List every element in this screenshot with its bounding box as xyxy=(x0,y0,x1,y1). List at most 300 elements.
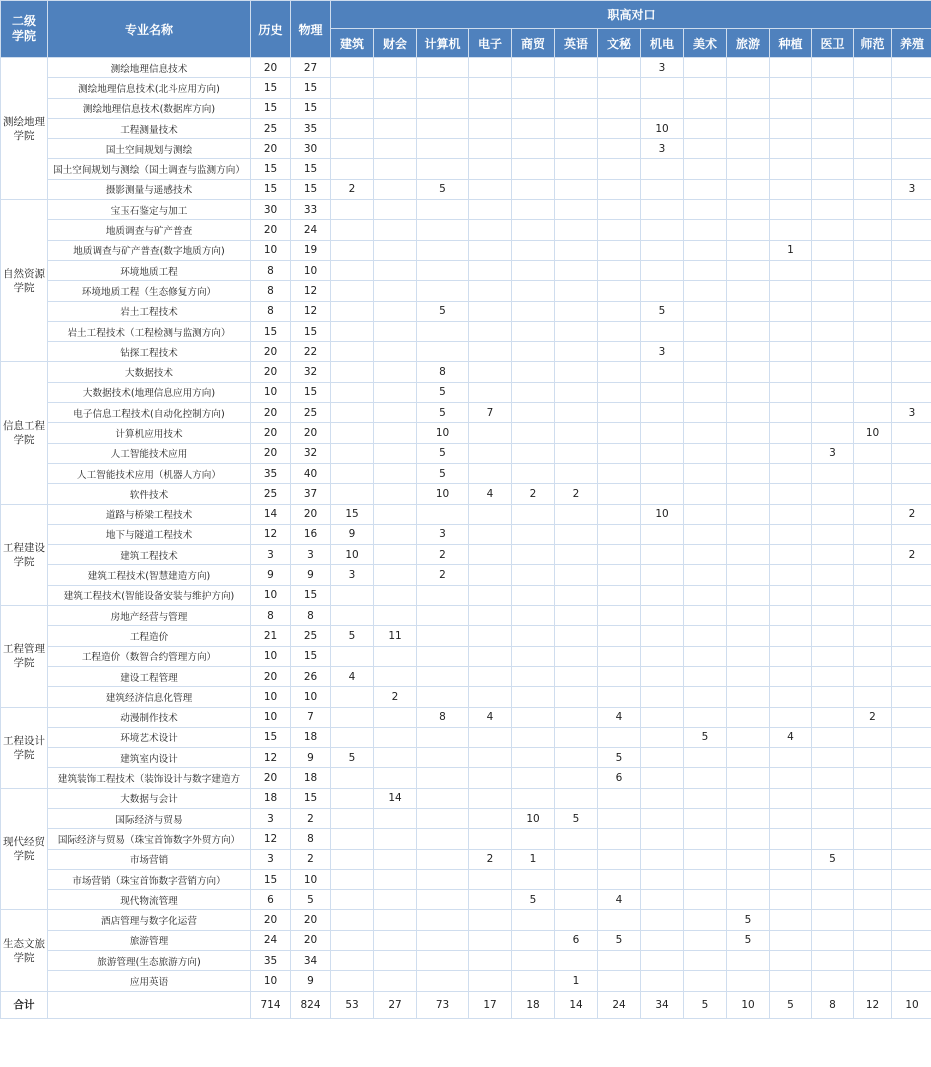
total-vocational-value: 10 xyxy=(892,991,931,1018)
vocational-value xyxy=(331,687,374,707)
vocational-value xyxy=(770,768,812,788)
vocational-value xyxy=(812,281,854,301)
vocational-value xyxy=(555,545,598,565)
vocational-value xyxy=(598,78,641,98)
vocational-value xyxy=(598,687,641,707)
vocational-value xyxy=(684,423,727,443)
vocational-value xyxy=(555,260,598,280)
vocational-value xyxy=(892,118,931,138)
major-name: 应用英语 xyxy=(48,971,251,991)
vocational-value xyxy=(417,849,469,869)
vocational-value xyxy=(854,139,892,159)
vocational-value xyxy=(812,423,854,443)
vocational-value xyxy=(854,748,892,768)
vocational-value: 7 xyxy=(469,403,512,423)
vocational-value xyxy=(854,565,892,585)
vocational-value: 4 xyxy=(598,707,641,727)
history-value: 35 xyxy=(251,951,291,971)
vocational-value xyxy=(641,707,684,727)
vocational-value xyxy=(374,585,417,605)
vocational-value xyxy=(854,727,892,747)
vocational-value xyxy=(555,626,598,646)
vocational-value: 4 xyxy=(469,484,512,504)
vocational-value xyxy=(598,301,641,321)
table-row xyxy=(1,362,931,382)
vocational-value xyxy=(598,403,641,423)
vocational-value xyxy=(684,545,727,565)
vocational-value xyxy=(854,118,892,138)
vocational-value xyxy=(512,646,555,666)
vocational-value xyxy=(598,200,641,220)
vocational-value xyxy=(374,443,417,463)
vocational-value xyxy=(331,971,374,991)
vocational-value xyxy=(374,666,417,686)
vocational-value xyxy=(727,626,770,646)
vocational-value: 3 xyxy=(417,524,469,544)
history-value: 12 xyxy=(251,748,291,768)
vocational-value xyxy=(374,606,417,626)
vocational-value xyxy=(770,687,812,707)
vocational-value xyxy=(469,666,512,686)
vocational-value xyxy=(892,443,931,463)
vocational-value xyxy=(727,971,770,991)
vocational-value xyxy=(770,504,812,524)
vocational-value xyxy=(331,910,374,930)
vocational-value xyxy=(555,220,598,240)
vocational-value xyxy=(469,788,512,808)
vocational-value: 10 xyxy=(641,118,684,138)
vocational-value xyxy=(331,58,374,78)
vocational-value xyxy=(770,707,812,727)
vocational-value xyxy=(641,159,684,179)
vocational-subheader: 旅游 xyxy=(727,29,770,58)
vocational-value xyxy=(555,768,598,788)
vocational-value xyxy=(374,423,417,443)
vocational-value xyxy=(641,200,684,220)
vocational-value xyxy=(854,342,892,362)
vocational-value xyxy=(727,159,770,179)
vocational-value xyxy=(469,220,512,240)
vocational-value xyxy=(331,890,374,910)
vocational-value xyxy=(770,606,812,626)
vocational-value xyxy=(417,808,469,828)
vocational-value xyxy=(812,829,854,849)
vocational-value xyxy=(684,321,727,341)
vocational-value xyxy=(684,565,727,585)
vocational-value xyxy=(331,281,374,301)
table-row xyxy=(1,829,931,849)
vocational-value xyxy=(727,423,770,443)
vocational-value xyxy=(892,626,931,646)
major-name: 宝玉石鉴定与加工 xyxy=(48,200,251,220)
vocational-subheader: 商贸 xyxy=(512,29,555,58)
vocational-value xyxy=(854,321,892,341)
major-header: 专业名称 xyxy=(48,1,251,58)
vocational-value xyxy=(892,829,931,849)
vocational-value xyxy=(770,971,812,991)
vocational-value xyxy=(555,200,598,220)
vocational-value xyxy=(417,78,469,98)
vocational-value xyxy=(512,403,555,423)
vocational-value xyxy=(469,768,512,788)
vocational-value xyxy=(469,951,512,971)
vocational-value xyxy=(417,666,469,686)
vocational-value: 3 xyxy=(812,443,854,463)
vocational-value xyxy=(812,565,854,585)
vocational-value xyxy=(812,788,854,808)
vocational-value xyxy=(684,281,727,301)
physics-value: 20 xyxy=(291,423,331,443)
vocational-value xyxy=(770,281,812,301)
vocational-value xyxy=(512,139,555,159)
total-vocational-value: 8 xyxy=(812,991,854,1018)
vocational-value xyxy=(374,118,417,138)
vocational-value xyxy=(555,565,598,585)
vocational-value: 3 xyxy=(892,179,931,199)
vocational-value xyxy=(727,362,770,382)
vocational-value xyxy=(469,626,512,646)
vocational-value xyxy=(374,403,417,423)
physics-header: 物理 xyxy=(291,1,331,58)
vocational-value xyxy=(512,260,555,280)
total-vocational-value: 24 xyxy=(598,991,641,1018)
major-name: 大数据与会计 xyxy=(48,788,251,808)
vocational-value: 5 xyxy=(417,179,469,199)
vocational-value xyxy=(598,808,641,828)
vocational-value xyxy=(684,788,727,808)
vocational-value xyxy=(854,260,892,280)
history-value: 8 xyxy=(251,281,291,301)
table-row xyxy=(1,666,931,686)
physics-value: 15 xyxy=(291,585,331,605)
vocational-value: 2 xyxy=(417,545,469,565)
vocational-value xyxy=(374,890,417,910)
vocational-value xyxy=(598,443,641,463)
vocational-value xyxy=(812,666,854,686)
vocational-subheader: 医卫 xyxy=(812,29,854,58)
vocational-value xyxy=(512,565,555,585)
vocational-value xyxy=(770,626,812,646)
vocational-value xyxy=(727,646,770,666)
vocational-value xyxy=(555,585,598,605)
vocational-value: 2 xyxy=(469,849,512,869)
major-name: 软件技术 xyxy=(48,484,251,504)
total-vocational-value: 27 xyxy=(374,991,417,1018)
vocational-value xyxy=(641,484,684,504)
vocational-value xyxy=(770,58,812,78)
vocational-value xyxy=(812,78,854,98)
major-name: 道路与桥梁工程技术 xyxy=(48,504,251,524)
vocational-value xyxy=(331,382,374,402)
vocational-value xyxy=(374,646,417,666)
vocational-value xyxy=(727,869,770,889)
vocational-value xyxy=(469,342,512,362)
vocational-value xyxy=(331,321,374,341)
vocational-value xyxy=(374,524,417,544)
vocational-value: 10 xyxy=(512,808,555,828)
major-name: 市场营销 xyxy=(48,849,251,869)
table-row xyxy=(1,748,931,768)
history-value: 25 xyxy=(251,118,291,138)
total-row xyxy=(1,991,931,1018)
vocational-value: 5 xyxy=(512,890,555,910)
vocational-value: 11 xyxy=(374,626,417,646)
total-vocational-value: 17 xyxy=(469,991,512,1018)
physics-value: 34 xyxy=(291,951,331,971)
vocational-value xyxy=(555,606,598,626)
vocational-value xyxy=(641,565,684,585)
vocational-value xyxy=(331,849,374,869)
vocational-value xyxy=(892,281,931,301)
table-row xyxy=(1,463,931,483)
vocational-value xyxy=(854,58,892,78)
vocational-value: 5 xyxy=(417,443,469,463)
vocational-subheader: 师范 xyxy=(854,29,892,58)
vocational-value xyxy=(892,788,931,808)
vocational-value: 5 xyxy=(331,626,374,646)
vocational-value xyxy=(469,362,512,382)
history-value: 35 xyxy=(251,463,291,483)
vocational-value xyxy=(812,687,854,707)
vocational-value xyxy=(854,484,892,504)
vocational-value xyxy=(812,910,854,930)
vocational-value xyxy=(727,58,770,78)
vocational-value xyxy=(812,220,854,240)
vocational-value xyxy=(598,260,641,280)
vocational-value xyxy=(374,382,417,402)
vocational-value xyxy=(727,768,770,788)
vocational-value xyxy=(812,382,854,402)
vocational-value xyxy=(512,362,555,382)
physics-value: 24 xyxy=(291,220,331,240)
major-name: 现代物流管理 xyxy=(48,890,251,910)
vocational-value xyxy=(892,260,931,280)
history-value: 10 xyxy=(251,707,291,727)
vocational-value xyxy=(684,890,727,910)
vocational-value: 5 xyxy=(417,301,469,321)
physics-value: 8 xyxy=(291,829,331,849)
vocational-value: 3 xyxy=(641,58,684,78)
total-vocational-value: 34 xyxy=(641,991,684,1018)
major-name: 大数据技术(地理信息应用方向) xyxy=(48,382,251,402)
vocational-value xyxy=(417,829,469,849)
vocational-value xyxy=(512,220,555,240)
physics-value: 33 xyxy=(291,200,331,220)
major-name: 建筑经济信息化管理 xyxy=(48,687,251,707)
vocational-value xyxy=(598,565,641,585)
vocational-value xyxy=(374,342,417,362)
table-row xyxy=(1,646,931,666)
major-name: 市场营销（珠宝首饰数字营销方向） xyxy=(48,869,251,889)
major-name: 电子信息工程技术(自动化控制方向) xyxy=(48,403,251,423)
vocational-subheader: 文秘 xyxy=(598,29,641,58)
vocational-value xyxy=(374,504,417,524)
vocational-value xyxy=(512,585,555,605)
major-name: 地质调查与矿产普查(数字地质方向) xyxy=(48,240,251,260)
table-row xyxy=(1,200,931,220)
vocational-value xyxy=(727,687,770,707)
vocational-value xyxy=(892,342,931,362)
vocational-value xyxy=(469,382,512,402)
vocational-value xyxy=(812,118,854,138)
vocational-value xyxy=(469,869,512,889)
vocational-value xyxy=(770,666,812,686)
vocational-value xyxy=(727,788,770,808)
vocational-value xyxy=(684,382,727,402)
vocational-value xyxy=(854,281,892,301)
vocational-value xyxy=(727,666,770,686)
vocational-value xyxy=(892,524,931,544)
vocational-value: 5 xyxy=(598,748,641,768)
college-name: 自然资源 学院 xyxy=(1,200,48,362)
vocational-value xyxy=(812,890,854,910)
vocational-value xyxy=(598,504,641,524)
major-name: 人工智能技术应用（机器人方向） xyxy=(48,463,251,483)
vocational-value xyxy=(374,910,417,930)
vocational-value xyxy=(555,849,598,869)
physics-value: 10 xyxy=(291,687,331,707)
vocational-value xyxy=(331,951,374,971)
vocational-value xyxy=(892,240,931,260)
vocational-value xyxy=(331,606,374,626)
vocational-value xyxy=(641,524,684,544)
vocational-value xyxy=(512,829,555,849)
vocational-value xyxy=(770,930,812,950)
vocational-value xyxy=(854,788,892,808)
vocational-value xyxy=(854,585,892,605)
major-name: 环境地质工程（生态修复方向） xyxy=(48,281,251,301)
vocational-value xyxy=(417,58,469,78)
physics-value: 15 xyxy=(291,321,331,341)
history-value: 10 xyxy=(251,646,291,666)
vocational-value xyxy=(812,707,854,727)
vocational-value xyxy=(598,910,641,930)
vocational-value xyxy=(684,504,727,524)
major-name: 环境地质工程 xyxy=(48,260,251,280)
vocational-value xyxy=(469,687,512,707)
vocational-value xyxy=(727,403,770,423)
table-row xyxy=(1,524,931,544)
vocational-value xyxy=(555,118,598,138)
physics-value: 10 xyxy=(291,260,331,280)
vocational-value xyxy=(812,403,854,423)
vocational-value xyxy=(598,220,641,240)
vocational-value xyxy=(684,768,727,788)
vocational-value xyxy=(854,200,892,220)
vocational-value xyxy=(417,910,469,930)
vocational-value xyxy=(598,159,641,179)
vocational-value xyxy=(727,727,770,747)
vocational-value: 5 xyxy=(417,382,469,402)
vocational-value xyxy=(727,707,770,727)
vocational-value xyxy=(770,788,812,808)
total-label: 合计 xyxy=(1,991,48,1018)
vocational-value xyxy=(770,139,812,159)
vocational-value xyxy=(469,78,512,98)
vocational-value xyxy=(641,890,684,910)
vocational-value xyxy=(854,463,892,483)
table-row xyxy=(1,930,931,950)
table-row xyxy=(1,159,931,179)
vocational-value xyxy=(770,342,812,362)
history-value: 20 xyxy=(251,768,291,788)
vocational-value xyxy=(641,930,684,950)
vocational-value xyxy=(727,808,770,828)
vocational-value xyxy=(555,301,598,321)
physics-value: 15 xyxy=(291,98,331,118)
vocational-value xyxy=(727,382,770,402)
vocational-value xyxy=(684,808,727,828)
history-value: 14 xyxy=(251,504,291,524)
vocational-value: 9 xyxy=(331,524,374,544)
vocational-value: 5 xyxy=(812,849,854,869)
history-value: 20 xyxy=(251,423,291,443)
major-name: 计算机应用技术 xyxy=(48,423,251,443)
total-vocational-value: 10 xyxy=(727,991,770,1018)
vocational-value xyxy=(684,301,727,321)
table-row xyxy=(1,382,931,402)
vocational-value xyxy=(512,423,555,443)
vocational-value xyxy=(469,646,512,666)
table-row xyxy=(1,808,931,828)
vocational-value xyxy=(374,727,417,747)
vocational-value xyxy=(469,159,512,179)
vocational-value xyxy=(598,666,641,686)
vocational-value xyxy=(331,646,374,666)
table-row xyxy=(1,58,931,78)
physics-value: 3 xyxy=(291,545,331,565)
vocational-value xyxy=(417,159,469,179)
vocational-value xyxy=(854,78,892,98)
vocational-value xyxy=(598,626,641,646)
history-value: 12 xyxy=(251,829,291,849)
vocational-value xyxy=(469,321,512,341)
vocational-value: 3 xyxy=(641,342,684,362)
vocational-value xyxy=(417,788,469,808)
vocational-value xyxy=(854,240,892,260)
vocational-value xyxy=(854,98,892,118)
vocational-value xyxy=(812,748,854,768)
major-name: 环境艺术设计 xyxy=(48,727,251,747)
vocational-value: 2 xyxy=(892,545,931,565)
table-row xyxy=(1,606,931,626)
vocational-value xyxy=(770,159,812,179)
vocational-value xyxy=(892,646,931,666)
vocational-value xyxy=(770,585,812,605)
vocational-value xyxy=(727,139,770,159)
vocational-value xyxy=(892,321,931,341)
vocational-value xyxy=(469,585,512,605)
vocational-value xyxy=(598,179,641,199)
table-row xyxy=(1,585,931,605)
vocational-value xyxy=(727,179,770,199)
vocational-value xyxy=(684,606,727,626)
vocational-value xyxy=(684,524,727,544)
vocational-value xyxy=(417,220,469,240)
vocational-value: 2 xyxy=(331,179,374,199)
vocational-value xyxy=(555,524,598,544)
vocational-value: 1 xyxy=(512,849,555,869)
vocational-value xyxy=(812,139,854,159)
vocational-value xyxy=(331,788,374,808)
vocational-value xyxy=(727,585,770,605)
table-row xyxy=(1,423,931,443)
history-value: 8 xyxy=(251,606,291,626)
history-value: 8 xyxy=(251,301,291,321)
vocational-value xyxy=(892,220,931,240)
vocational-value xyxy=(770,808,812,828)
vocational-value xyxy=(641,281,684,301)
